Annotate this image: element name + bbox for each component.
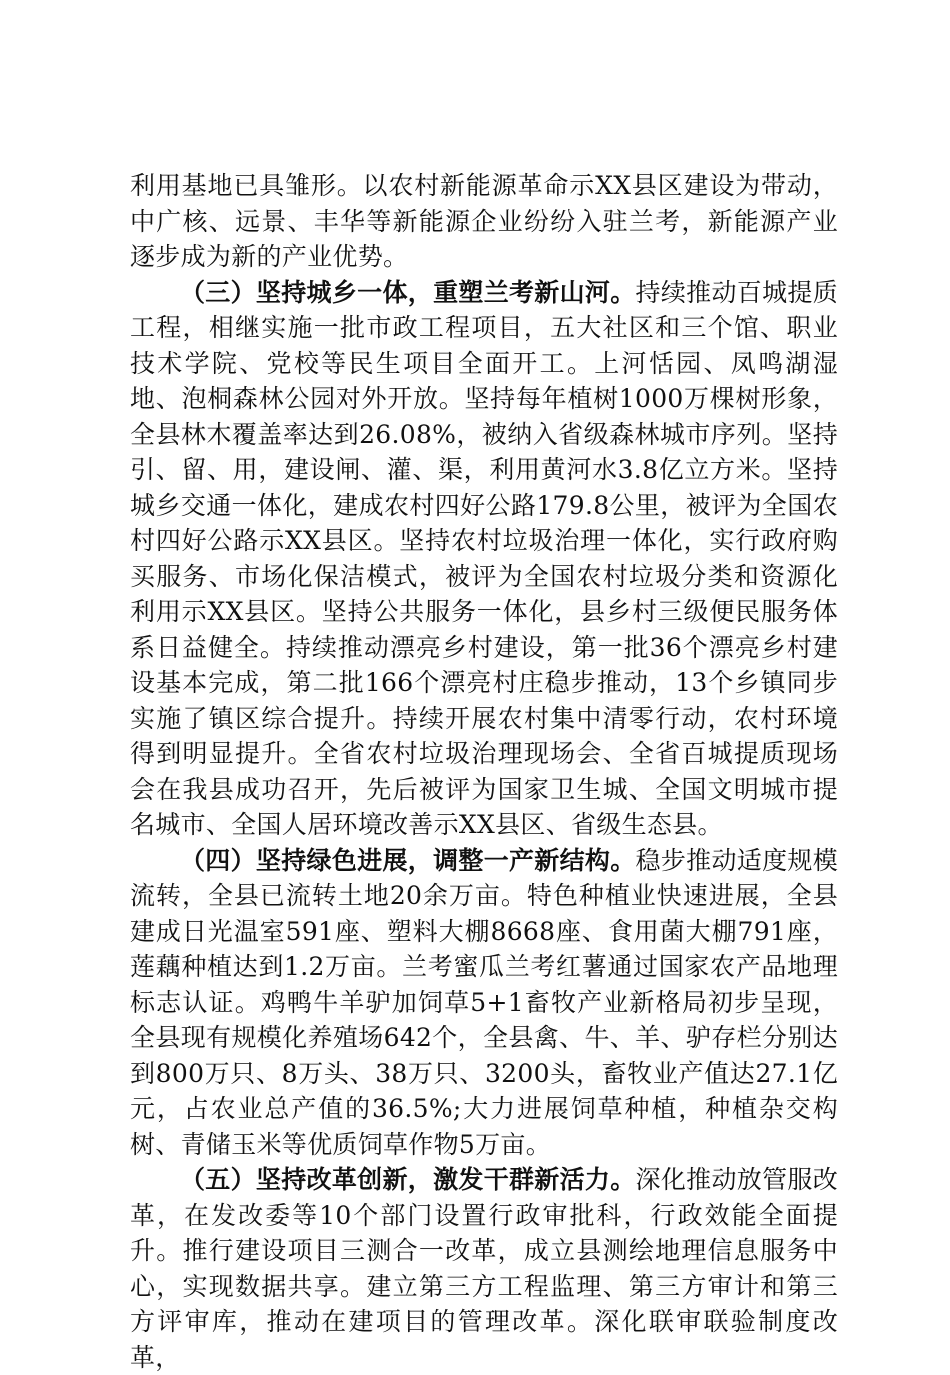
paragraph-section-5	[130, 1162, 838, 1375]
section-heading-5: （五）坚持改革创新，激发干群新活力。	[180, 1165, 636, 1194]
section-heading-3: （三）坚持城乡一体，重塑兰考新山河。	[180, 277, 636, 307]
paragraph-text: 持续推动百城提质工程，相继实施一批市政工程项目，五大社区和三个馆、职业技术学院、党校等民生项目全面开工。上河恬园、凤鸣湖湿地、泡桐森林公园对外开放。坚持每年植树1000万棵树形象，全县林木覆盖率达到26.08%，被纳入省级森林城市序列。坚持引、留、用，建设闸、灌、渠，利用黄河水3.8亿立方米。坚持城乡交通一体化，建成农村四好公路179.8公里，被评为全国农村四好公路示XX县区。坚持农村垃圾治理一体化，实行政府购买服务、市场化保洁模式，被评为全国农村垃圾分类和资源化利用示XX县区。坚持公共服务一体化，县乡村三级便民服务体系日益健全。持续推动漂亮乡村建设，第一批36个漂亮乡村建设基本完成，第二批166个漂亮村庄稳步推动，13个乡镇同步实施了镇区综合提升。持续开展农村集中清零行动，农村环境得到明显提升。全省农村垃圾治理现场会、全省百城提质现场会在我县成功召开，先后被评为国家卫生城、全国文明城市提名城市、全国人居环境改善示XX县区、省级生态县。	[130, 277, 839, 839]
section-heading-4: （四）坚持绿色进展，调整一产新结构。	[180, 845, 636, 875]
paragraph-continuation	[130, 168, 838, 275]
paragraph-text: 利用基地已具雏形。以农村新能源革命示XX县区建设为带动，中广核、远景、丰华等新能源企业纷纷入驻兰考，新能源产业逐步成为新的产业优势。	[130, 171, 838, 271]
paragraph-text: 稳步推动适度规模流转，全县已流转土地20余万亩。特色种植业快速进展，全县建成日光温室591座、塑料大棚8668座、食用菌大棚791座，莲藕种植达到1.2万亩。兰考蜜瓜兰考红薯通过国家农产品地理标志认证。鸡鸭牛羊驴加饲草5+1畜牧产业新格局初步呈现，全县现有规模化养殖场642个，全县禽、牛、羊、驴存栏分别达到800万只、8万头、38万只、3200头，畜牧业产值达27.1亿元，占农业总产值的36.5%;大力进展饲草种植，种植杂交构树、青储玉米等优质饲草作物5万亩。	[130, 845, 839, 1159]
document-body	[130, 168, 838, 1375]
paragraph-section-3	[130, 275, 838, 843]
paragraph-section-4	[130, 843, 838, 1163]
paragraph-text: 深化推动放管服改革，在发改委等10个部门设置行政审批科，行政效能全面提升。推行建设项目三测合一改革，成立县测绘地理信息服务中心，实现数据共享。建立第三方工程监理、第三方审计和第三方评审库，推动在建项目的管理改革。深化联审联验制度改革，	[130, 1165, 839, 1372]
